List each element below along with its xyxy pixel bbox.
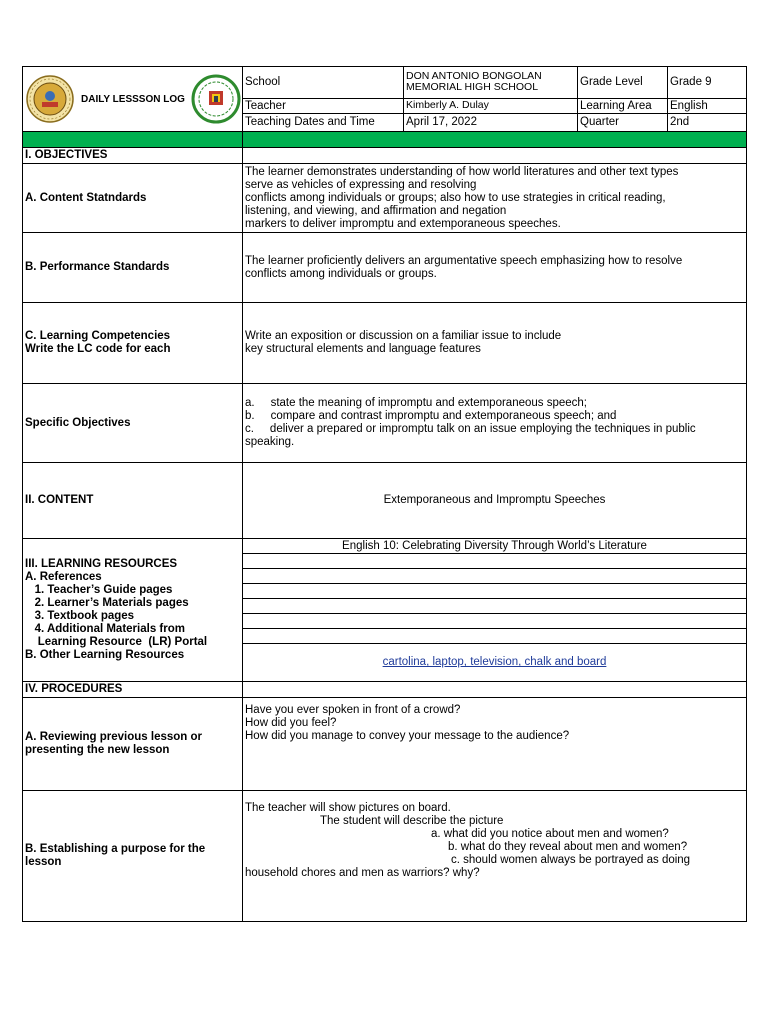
quarter-value: 2nd [668,114,747,132]
content-standards-label: A. Content Statndards [23,164,243,233]
learning-area-value: English [668,98,747,113]
learners-materials-pages-value [243,569,747,584]
content-value: Extemporaneous and Impromptu Speeches [243,463,747,539]
log-title: DAILY LESSSON LOG [81,93,185,105]
daily-lesson-log [22,66,746,922]
quarter-label: Quarter [578,114,668,132]
reference-title: English 10: Celebrating Diversity Through World’s Literature [243,539,747,554]
teaching-dates-value: April 17, 2022 [404,114,578,132]
header-logo-cell [23,67,243,132]
teaching-dates-label: Teaching Dates and Time [243,114,404,132]
procedures-heading: IV. PROCEDURES [23,682,243,698]
blank-resource-row [243,629,747,644]
school-seal-icon [191,74,241,124]
objectives-heading: I. OBJECTIVES [23,148,243,164]
learning-competencies-label: C. Learning Competencies Write the LC code for each [23,303,243,384]
lr-portal-value [243,614,747,629]
lesson-log-table [22,66,747,922]
other-resources-value[interactable] [243,644,747,682]
content-heading: II. CONTENT [23,463,243,539]
performance-standards-text: The learner proficiently delivers an argumentative speech emphasizing how to resolve conflicts among individuals or groups. [243,233,747,303]
additional-materials-value [243,599,747,614]
grade-level-value: Grade 9 [668,67,747,99]
reviewing-lesson-label: A. Reviewing previous lesson or presenting the new lesson [23,698,243,791]
school-label: School [243,67,404,99]
learning-competencies-text: Write an exposition or discussion on a familiar issue to include key structural elements and language features [243,303,747,384]
teachers-guide-pages-value [243,554,747,569]
establishing-purpose-text: The teacher will show pictures on board. The student will describe the picture a. what did you notice about men and women? b. what do they reveal about men and women? c. should women always be portrayed as doing household chores and men as warriors? why? [243,791,747,922]
deped-seal-icon [25,74,75,124]
learning-resources-labels: III. LEARNING RESOURCES A. References 1. Teacher’s Guide pages 2. Learner’s Materials pages 3. Textbook pages 4. Additional Materials from Learning Resource (LR) Portal B. Other Learning Resources [23,539,243,682]
textbook-pages-value [243,584,747,599]
content-standards-text: The learner demonstrates understanding of how world literatures and other text types serve as vehicles of expressing and resolving conflicts among individuals or groups; also how to use strategies in critical reading, listening, and viewing, and affirmation and negation markers to deliver impromptu and extemporaneous speeches. [243,164,747,233]
green-divider [23,132,747,148]
performance-standards-label: B. Performance Standards [23,233,243,303]
teacher-label: Teacher [243,98,404,113]
specific-objectives-label: Specific Objectives [23,384,243,463]
grade-level-label: Grade Level [578,67,668,99]
teacher-value: Kimberly A. Dulay [404,98,578,113]
learning-area-label: Learning Area [578,98,668,113]
school-value: DON ANTONIO BONGOLAN MEMORIAL HIGH SCHOOL [404,67,578,99]
other-resources-link[interactable]: cartolina, laptop, television, chalk and board [382,656,607,668]
specific-objectives-text: a. state the meaning of impromptu and extemporaneous speech; b. compare and contrast impromptu and extemporaneous speech; and c. deliver a prepared or impromptu talk on an issue employing the techniques in public speaking. [243,384,747,463]
reviewing-lesson-text: Have you ever spoken in front of a crowd? How did you feel? How did you manage to convey your message to the audience? [243,698,747,791]
establishing-purpose-label: B. Establishing a purpose for the lesson [23,791,243,922]
